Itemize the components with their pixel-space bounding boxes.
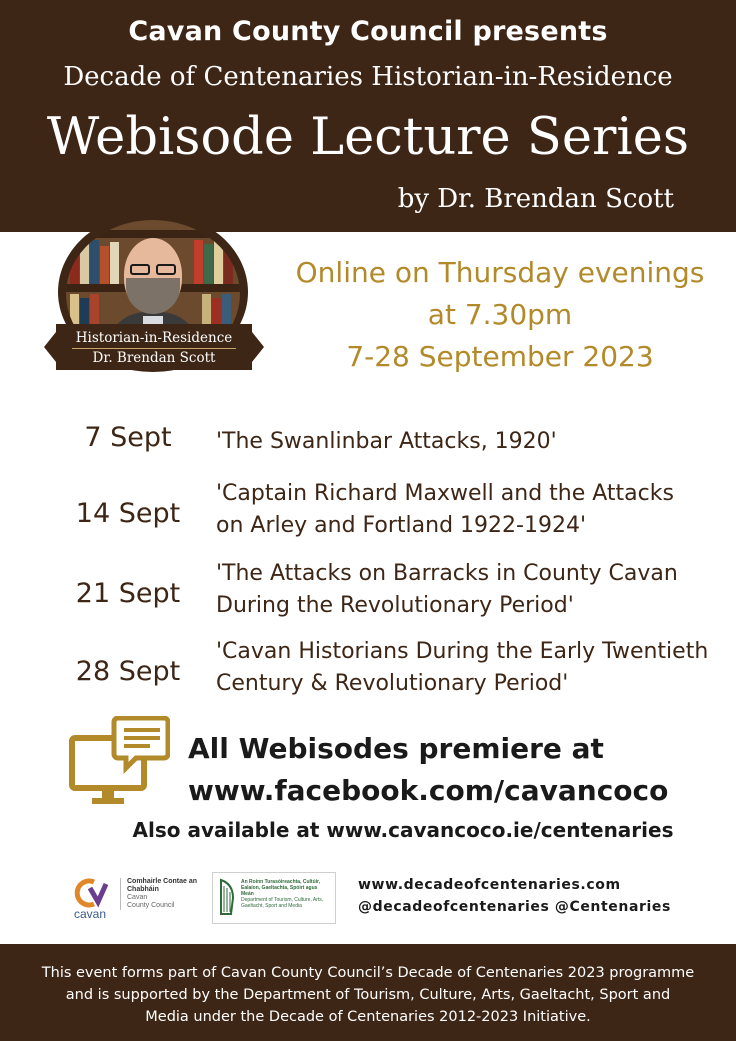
footer-line-2: and is supported by the Department of Tourism, Culture, Arts, Gaeltacht, Sport and [65,987,671,1003]
event-times-line-1: Online on Thursday evenings [295,256,705,289]
premiere-text [188,728,668,812]
lecture-title-line-1: 'The Swanlinbar Attacks, 1920' [216,429,557,454]
department-english-name: Department of Tourism, Culture, Arts, Gaeltacht, Sport and Media [241,897,324,909]
lecture-title-line-1: 'Cavan Historians During the Early Twentieth [216,639,709,664]
presenter-line: Cavan County Council presents [128,16,608,47]
cavan-irish-name: Comhairle Contae an Chabháin [127,878,198,893]
lecture-date: 28 Sept [75,656,181,687]
lecture-title [216,478,726,542]
portrait-caption [56,324,252,370]
department-irish-name: An Roinn Turasóireachta, Cultúir, Ealaíon, Gaeltachta, Spóirt agus Meán [241,879,321,897]
footer-banner [0,944,736,1041]
glasses-icon [128,264,178,276]
byline: by Dr. Brendan Scott [397,184,674,214]
event-times-line-2: at 7.30pm [427,298,573,331]
lecture-title-line-2: During the Revolutionary Period' [216,593,574,618]
header-banner [0,0,736,232]
contact-links [358,874,671,918]
caption-role: Historian-in-Residence [72,329,237,349]
cavan-wordmark: cavan [74,907,107,920]
programme-line: Decade of Centenaries Historian-in-Residence [63,62,673,92]
lecture-title-line-1: 'Captain Richard Maxwell and the Attacks [216,481,674,506]
cavan-english-name-1: Cavan [127,894,148,901]
cavan-logo-icon [72,874,118,920]
facebook-link[interactable]: www.facebook.com/cavancoco [188,774,669,807]
decade-website-link[interactable]: www.decadeofcentenaries.com [358,877,621,893]
lecture-title [216,558,726,622]
caption-name: Dr. Brendan Scott [92,350,216,366]
website-availability[interactable]: Also available at www.cavancoco.ie/centenaries [132,818,674,842]
lecture-title-line-1: 'The Attacks on Barracks in County Cavan [216,561,678,586]
lecture-title-line-2: on Arley and Fortland 1922-1924' [216,513,586,538]
lecture-date: 14 Sept [75,498,181,529]
monitor-chat-icon [68,716,170,806]
department-logo [212,872,336,924]
series-title: Webisode Lecture Series [46,108,690,167]
lecture-date: 7 Sept [84,422,172,453]
premiere-line: All Webisodes premiere at [188,732,604,765]
cavan-council-logo [72,874,202,920]
lecture-title [216,426,726,458]
social-handles[interactable]: @decadeofcentenaries @Centenaries [358,899,671,915]
harp-icon [217,878,237,918]
lecture-title [216,636,726,700]
event-times-line-3: 7-28 September 2023 [346,340,654,373]
lecture-title-line-2: Century & Revolutionary Period' [216,671,569,696]
cavan-english-name-2: County Council [127,902,175,909]
footer-line-1: This event forms part of Cavan County Council’s Decade of Centenaries 2023 programme [41,965,695,981]
footer-line-3: Media under the Decade of Centenaries 2012-2023 Initiative. [145,1009,591,1025]
lecture-date: 21 Sept [75,578,181,609]
event-times [270,252,730,378]
